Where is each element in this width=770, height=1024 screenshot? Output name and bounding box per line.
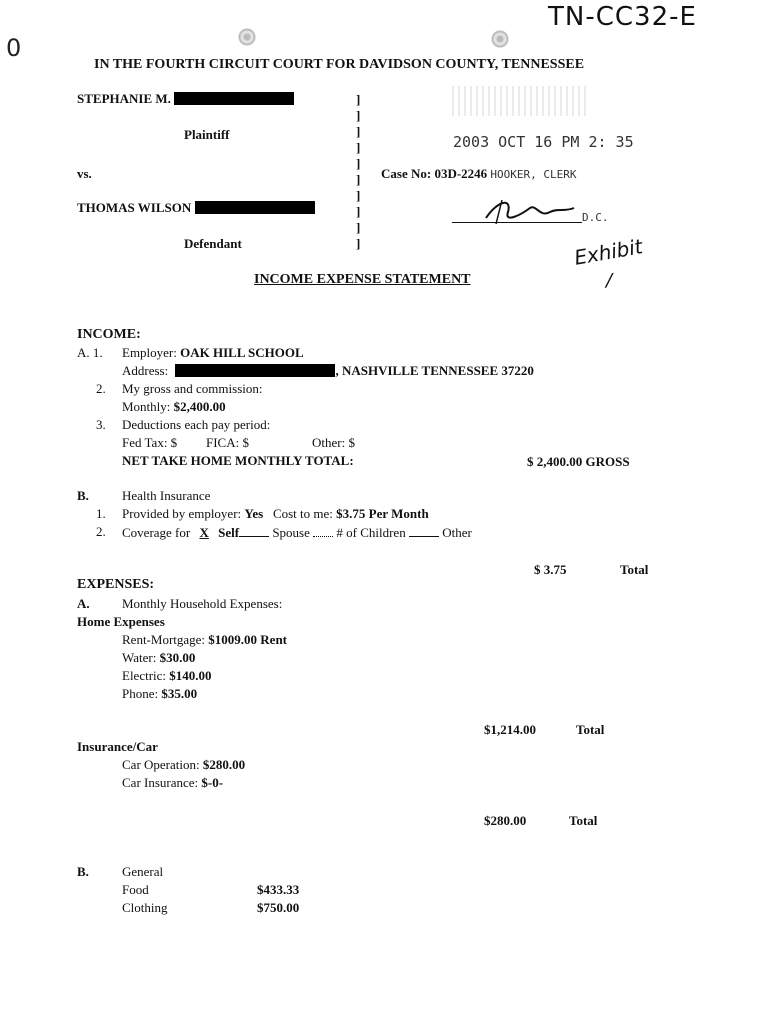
income-a1-num: A. 1. — [77, 345, 103, 360]
home-total-value: $1,214.00 — [484, 722, 536, 737]
car-op-value: $280.00 — [202, 757, 246, 772]
spouse-blank — [239, 524, 269, 537]
health-total-label: Total — [620, 562, 649, 577]
phone-value: $35.00 — [161, 686, 198, 701]
court-title: IN THE FOURTH CIRCUIT COURT FOR DAVIDSON COUNTY, TENNESSEE — [94, 57, 585, 72]
car-total-value: $280.00 — [484, 813, 527, 828]
health-1-num: 1. — [96, 506, 106, 521]
monthly-value: $2,400.00 — [173, 399, 226, 414]
car-ins-line — [122, 775, 223, 791]
other-deduction: Other: $ — [312, 435, 355, 450]
exhibit-number: / — [606, 270, 613, 291]
electric-line — [122, 668, 212, 684]
coverage-spouse: Spouse — [272, 525, 310, 540]
monthly-household-label: Monthly Household Expenses: — [122, 596, 283, 611]
net-label: NET TAKE HOME MONTHLY TOTAL: — [122, 453, 354, 468]
coverage-self: Self — [218, 525, 240, 540]
address-label: Address: — [122, 363, 169, 378]
electric-value: $140.00 — [169, 668, 212, 683]
expenses-a: A. — [77, 596, 90, 611]
income-2-num: 2. — [96, 381, 106, 396]
vs-label: vs. — [77, 166, 92, 181]
employer-label: Employer: — [122, 345, 177, 360]
income-heading: INCOME: — [77, 327, 141, 342]
car-total-label: Total — [569, 813, 598, 828]
rent-value: $1009.00 Rent — [208, 632, 288, 647]
redaction — [174, 92, 294, 105]
income-3-num: 3. — [96, 417, 106, 432]
car-op-label: Car Operation: — [122, 757, 200, 772]
health-total-value: $ 3.75 — [534, 562, 567, 577]
food-label: Food — [122, 882, 149, 897]
rent-label: Rent-Mortgage: — [122, 632, 206, 647]
health-heading: Health Insurance — [122, 488, 211, 503]
redaction — [195, 201, 315, 214]
defendant-line — [77, 200, 315, 216]
margin-mark: 0 — [6, 34, 22, 62]
plaintiff-line — [77, 91, 294, 107]
case-label: Case No: — [381, 166, 432, 181]
clothing-label: Clothing — [122, 900, 168, 915]
filed-stamp: 2003 OCT 16 PM 2: 35 — [453, 133, 634, 151]
coverage-line — [122, 524, 472, 541]
stamp-id: TN-CC32-E — [548, 2, 697, 32]
address-value: , NASHVILLE TENNESSEE 37220 — [335, 363, 534, 378]
fica: FICA: $ — [206, 435, 249, 450]
case-number: 03D-2246 — [434, 166, 488, 181]
health-2-num: 2. — [96, 524, 106, 539]
net-value: $ 2,400.00 GROSS — [527, 454, 630, 469]
caption-bracket: ] ] ] ] ] ] ] ] ] ] — [356, 92, 361, 251]
fed-tax: Fed Tax: $ — [122, 435, 178, 450]
children-blank — [313, 524, 333, 537]
plaintiff-label: Plaintiff — [184, 127, 230, 142]
health-b: B. — [77, 488, 89, 503]
cost-label: Cost to me: — [272, 506, 333, 521]
employer-line — [122, 345, 304, 361]
water-label: Water: — [122, 650, 157, 665]
car-heading: Insurance/Car — [77, 739, 158, 754]
provided-label: Provided by employer: — [122, 506, 242, 521]
filed-faint-stamp — [452, 86, 588, 116]
car-ins-label: Car Insurance: — [122, 775, 199, 790]
home-expenses-heading: Home Expenses — [77, 614, 165, 629]
cost-value: $3.75 Per Month — [336, 506, 429, 521]
case-line — [381, 166, 577, 182]
defendant-name: THOMAS WILSON — [77, 200, 192, 215]
defendant-label: Defendant — [184, 236, 242, 251]
home-total-label: Total — [576, 722, 605, 737]
coverage-children: # of Children — [336, 525, 406, 540]
gross-label: My gross and commission: — [122, 381, 263, 396]
water-line — [122, 650, 195, 666]
clothing-value: $750.00 — [257, 900, 300, 915]
provided-line — [122, 506, 429, 522]
doc-title: INCOME EXPENSE STATEMENT — [254, 272, 471, 287]
electric-label: Electric: — [122, 668, 167, 683]
clerk-signature — [478, 194, 588, 228]
seal-left — [238, 28, 256, 46]
rent-line — [122, 632, 287, 648]
monthly-line — [122, 399, 226, 415]
coverage-other: Other — [442, 525, 472, 540]
monthly-label: Monthly: — [122, 399, 171, 414]
phone-line — [122, 686, 197, 702]
general-label: General — [122, 864, 164, 879]
dc-label: D.C. — [582, 211, 609, 224]
coverage-label: Coverage for — [122, 525, 191, 540]
car-ins-value: $-0- — [201, 775, 224, 790]
address-line — [122, 363, 534, 379]
other-blank — [409, 524, 439, 537]
coverage-self-mark: X — [199, 525, 209, 540]
food-value: $433.33 — [257, 882, 300, 897]
water-value: $30.00 — [159, 650, 196, 665]
phone-label: Phone: — [122, 686, 159, 701]
redaction — [175, 364, 335, 377]
provided-value: Yes — [244, 506, 264, 521]
expenses-heading: EXPENSES: — [77, 577, 155, 592]
plaintiff-name: STEPHANIE M. — [77, 91, 171, 106]
car-op-line — [122, 757, 245, 773]
clerk: HOOKER, CLERK — [490, 168, 577, 181]
deductions-label: Deductions each pay period: — [122, 417, 271, 432]
exhibit-handwriting: Exhibit — [572, 234, 645, 270]
seal-right — [491, 30, 509, 48]
expenses-b: B. — [77, 864, 89, 879]
employer-value: OAK HILL SCHOOL — [180, 345, 304, 360]
